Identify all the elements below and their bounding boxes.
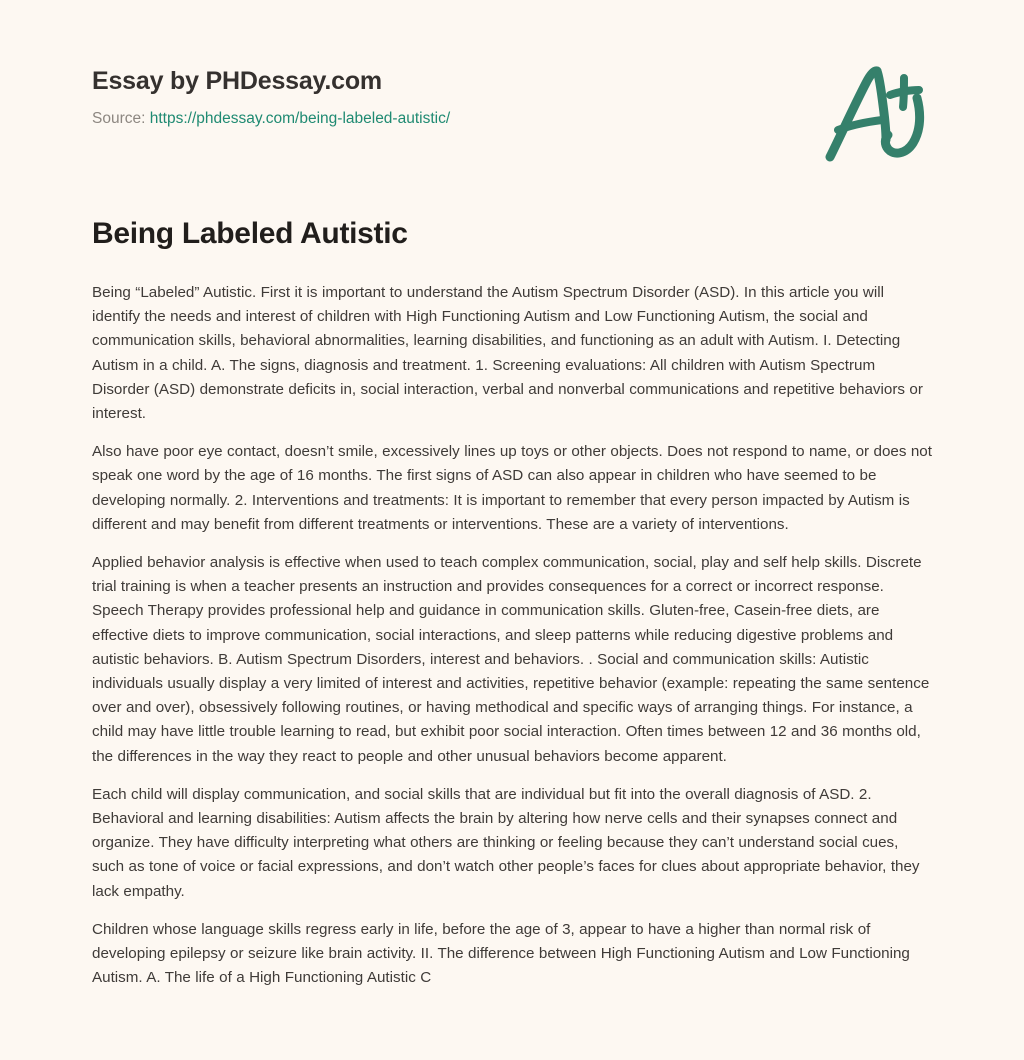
aplus-logo-icon — [818, 58, 938, 170]
brand-title: Essay by PHDessay.com — [92, 67, 382, 95]
aplus-logo — [818, 58, 938, 170]
essay-paragraph: Applied behavior analysis is effective when used to teach complex communication, social, play and self help skills. Discrete trial training is when a teacher presents an instruction and provides consequences for a correct or incorrect response. Speech Therapy provides professional help and guidance in communication skills. Gluten-free, Casein-free diets, are effective diets to improve communication, social interactions, and sleep patterns while reducing digestive problems and autistic behaviors. B. Autism Spectrum Disorders, interest and behaviors. . Social and communication skills: Autistic individuals usually display a very limited of interest and activities, repetitive behavior (example: repeating the same sentence over and over), obsessively following routines, or having methodical and specific ways of arranging things. For instance, a child may have little trouble learning to read, but exhibit poor social interaction. Often times between 12 and 36 months old, the differences in the way they react to people and other unusual behaviors become apparent. — [92, 554, 930, 765]
page-title: Being Labeled Autistic — [92, 217, 408, 250]
essay-paragraph: Also have poor eye contact, doesn’t smile, excessively lines up toys or other objects. Does not respond to name, or does not speak one word by the age of 16 months. The first signs of ASD can also appear in children who have seemed to be developing normally. 2. Interventions and treatments: It is important to remember that every person impacted by Autism is different and may benefit from different treatments or interventions. These are a variety of interventions. — [92, 443, 932, 533]
essay-paragraph: Children whose language skills regress early in life, before the age of 3, appear to have a higher than normal risk of developing epilepsy or seizure like brain activity. II. The difference between High Functioning Autism and Low Functioning Autism. A. The life of a High Functioning Autistic C — [92, 920, 910, 987]
essay-paragraph: Each child will display communication, and social skills that are individual but fit into the overall diagnosis of ASD. 2. Behavioral and learning disabilities: Autism affects the brain by altering how nerve cells and their synapses connect and organize. They have difficulty interpreting what others are thinking or feeling because they can’t understand social cues, such as tone of voice or facial expressions, and don’t watch other people’s faces for clues about appropriate behavior, they lack empathy. — [92, 785, 920, 900]
essay-paragraph: Being “Labeled” Autistic. First it is important to understand the Autism Spectrum Disorder (ASD). In this article you will identify the needs and interest of children with High Functioning Autism and Low Functioning Autism, the social and communication skills, behavioral abnormalities, learning disabilities, and functioning as an adult with Autism. I. Detecting Autism in a child. A. The signs, diagnosis and treatment. 1. Screening evaluations: All children with Autism Spectrum Disorder (ASD) demonstrate deficits in, social interaction, verbal and nonverbal communications and repetitive behaviors or interest. — [92, 284, 923, 423]
source-label: Source: — [92, 109, 146, 127]
source-url-link[interactable]: https://phdessay.com/being-labeled-autistic/ — [149, 109, 451, 127]
essay-body — [92, 281, 932, 990]
